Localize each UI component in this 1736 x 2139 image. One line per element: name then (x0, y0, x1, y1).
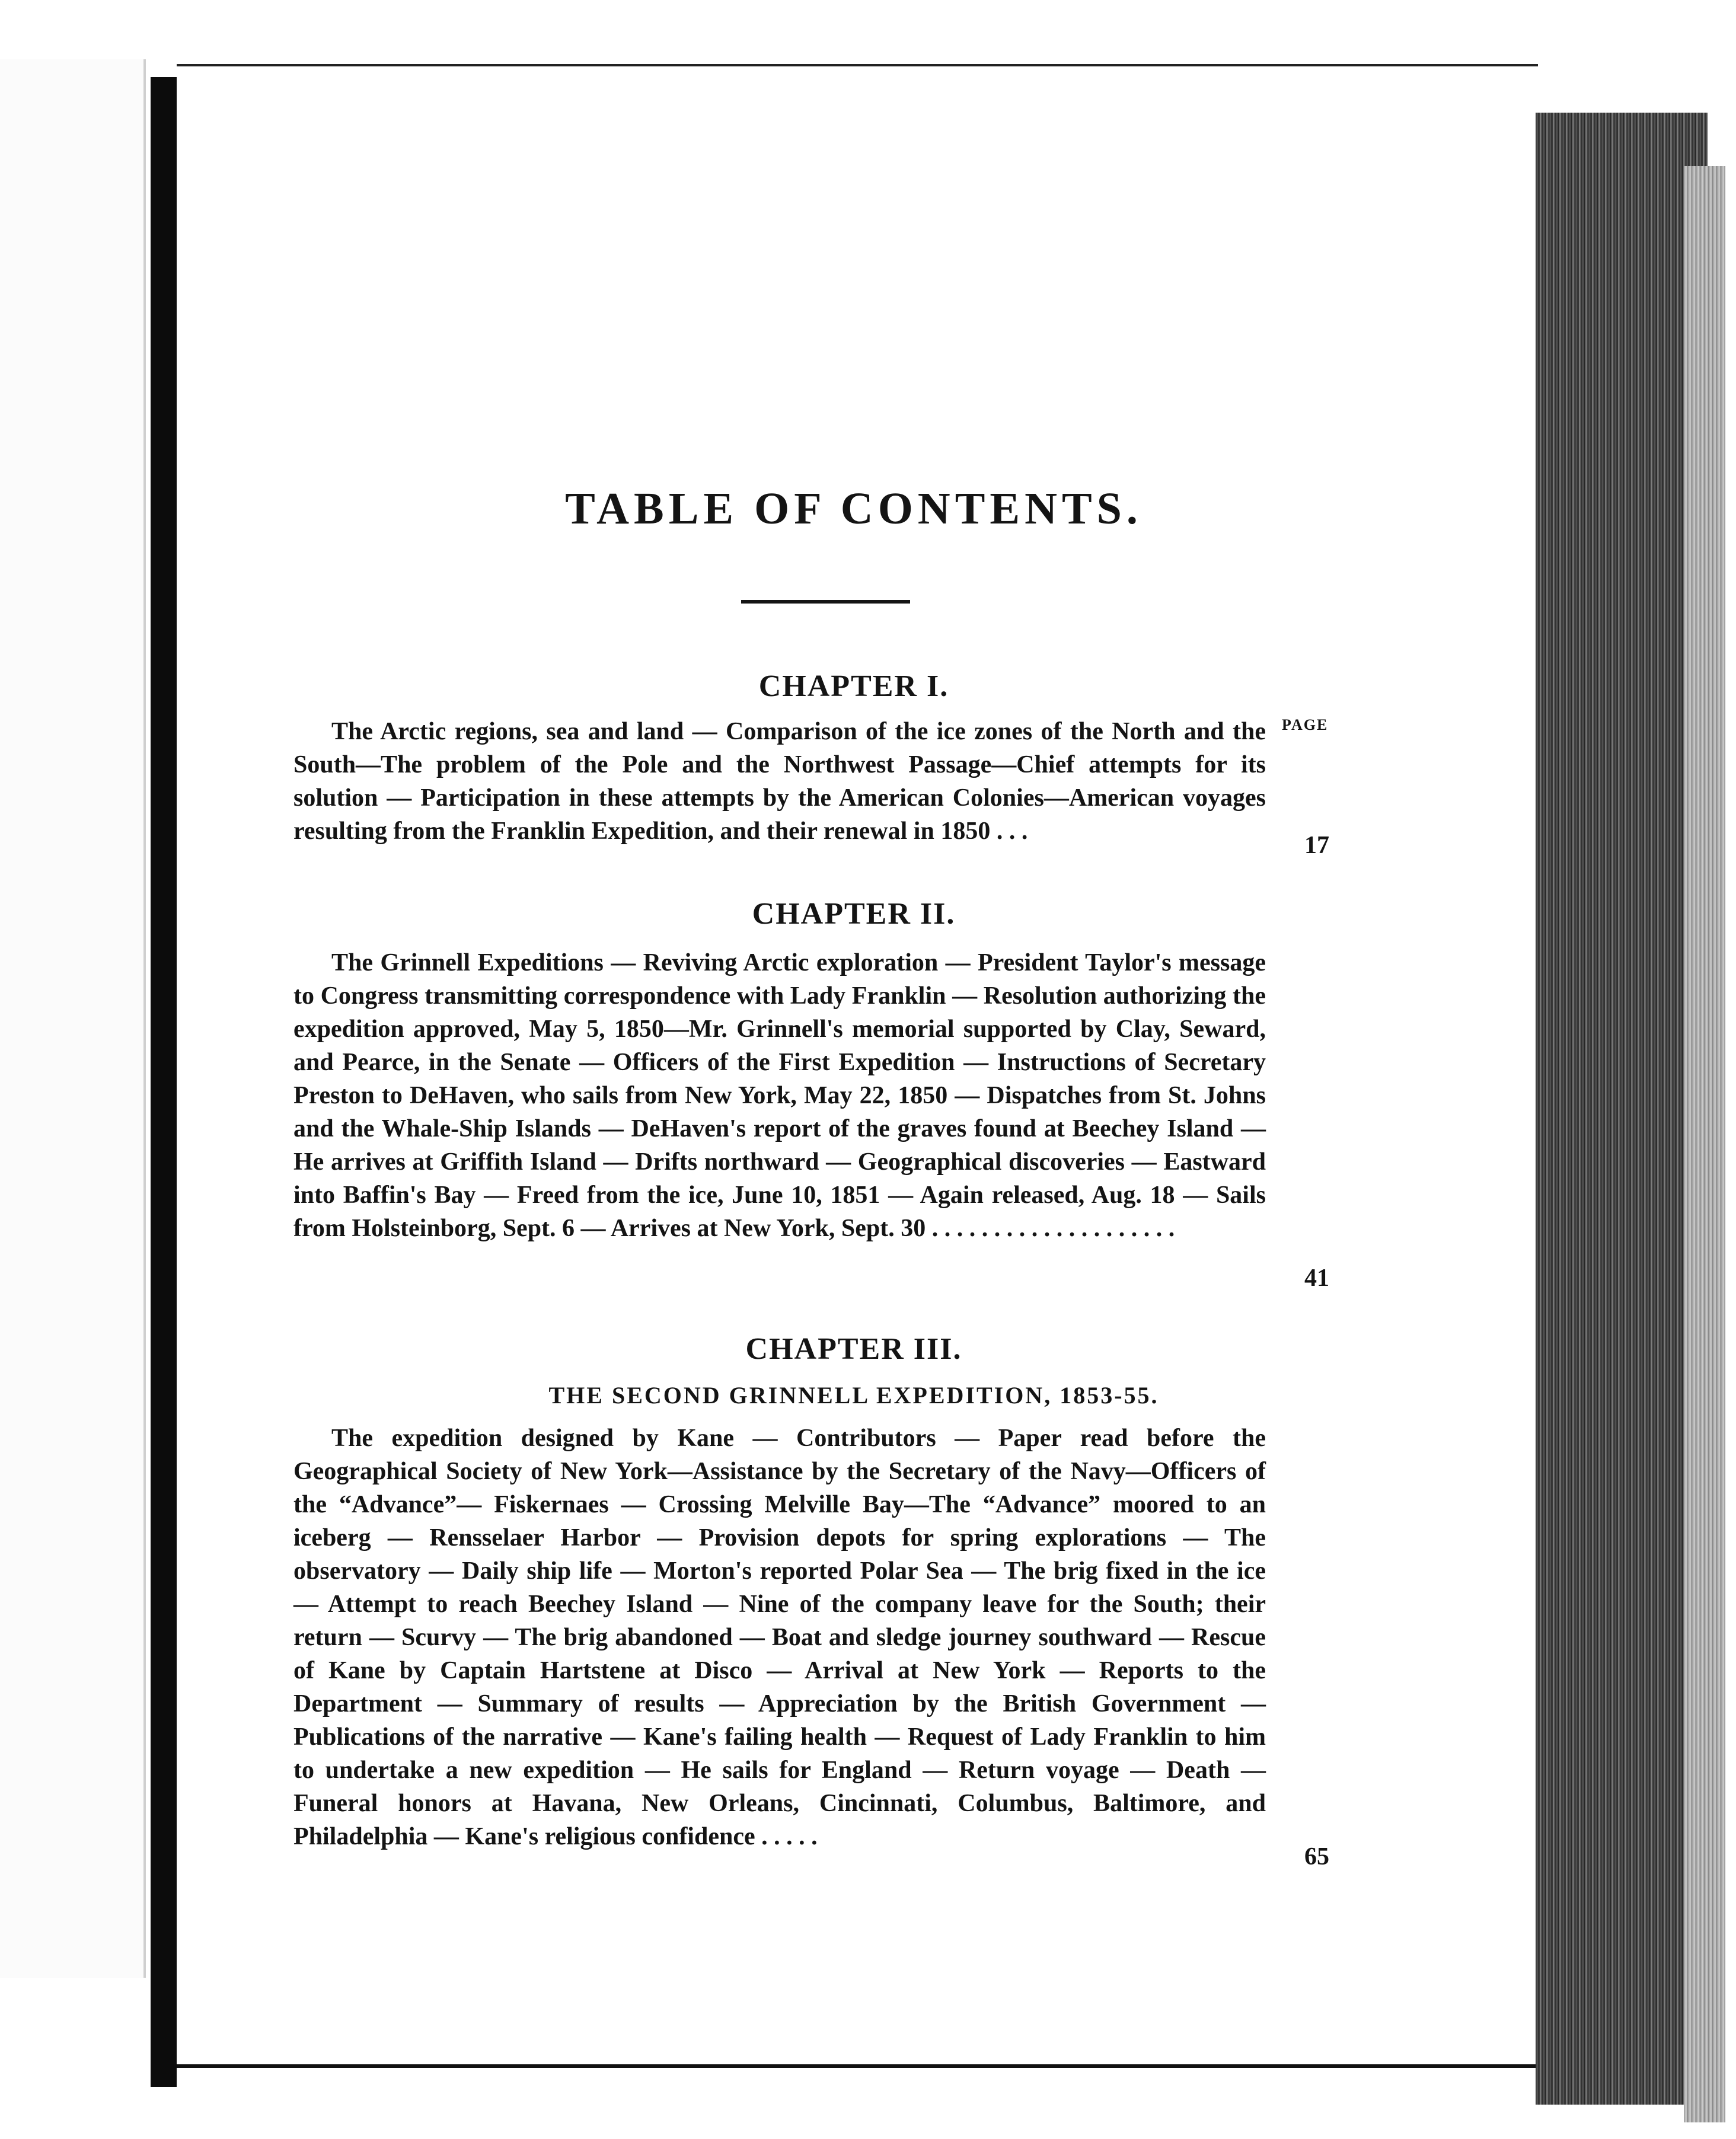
book-fore-edge (1536, 113, 1708, 2105)
chapter-summary: The Grinnell Expeditions — Reviving Arctic exploration — President Taylor's message to Congress transmitting correspondence with Lady Franklin — Resolution authorizing the expedition approved, May 5, 1850—Mr. Grinnell's memorial supported by Clay, Seward, and Pearce, in the Senate — Officers of the First Expedition — Instructions of Secretary Preston to DeHaven, who sails from New York, May 22, 1850 — Dispatches from St. Johns and the Whale-Ship Islands — DeHaven's report of the graves found at Beechey Island — He arrives at Griffith Island — Drifts northward — Geographical discoveries — Eastward into Baffin's Bay — Freed from the ice, June 10, 1851 — Again released, Aug. 18 — Sails from Holsteinborg, Sept. 6 — Arrives at New York, Sept. 30 . . . . . . . . . . . . . . . . . . . . (293, 949, 1266, 1242)
facing-page-edge (0, 59, 146, 1978)
page-column-label: PAGE (1282, 716, 1329, 733)
chapter-heading: CHAPTER II. (752, 897, 956, 931)
chapter-summary: The Arctic regions, sea and land — Comparison of the ice zones of the North and the South—The problem of the Pole and the Northwest Passage—Chief attempts for its solution — Participation in these attempts by the American Colonies—American voyages resulting from the Franklin Expedition, and their renewal in 1850 . . . (293, 718, 1266, 845)
title-rule (741, 600, 910, 604)
book-fore-edge-outer (1684, 166, 1725, 2122)
chapter-page-number: 65 (1304, 1843, 1329, 1870)
chapter-summary: The expedition designed by Kane — Contributors — Paper read before the Geographical Society of New York—Assistance by the Secretary of the Navy—Officers of the “Advance”— Fiskernaes — Crossing Melville Bay—The “Advance” moored to an iceberg — Rensselaer Harbor — Provision depots for spring explorations — The observatory — Daily ship life — Morton's reported Polar Sea — The brig fixed in the ice — Attempt to reach Beechey Island — Nine of the company leave for the South; their return — Scurvy — The brig abandoned — Boat and sledge journey southward — Rescue of Kane by Captain Hartstene at Disco — Arrival at New York — Reports to the Department — Summary of results — Appreciation by the British Government — Publications of the narrative — Kane's failing health — Request of Lady Franklin to him to undertake a new expedition — He sails for England — Return voyage — Death — Funeral honors at Havana, New Orleans, Cincinnati, Columbus, Baltimore, and Philadelphia — Kane's religious confidence . . . . . (293, 1425, 1266, 1850)
chapter-page-number: 41 (1304, 1265, 1329, 1292)
chapter-heading: CHAPTER III. (745, 1332, 962, 1366)
chapter-page-number: 17 (1304, 832, 1329, 859)
chapter-heading: CHAPTER I. (758, 669, 949, 703)
chapter-subtitle: THE SECOND GRINNELL EXPEDITION, 1853-55. (548, 1382, 1159, 1409)
gutter-shadow (151, 77, 177, 2087)
page-title: TABLE OF CONTENTS. (565, 484, 1143, 534)
